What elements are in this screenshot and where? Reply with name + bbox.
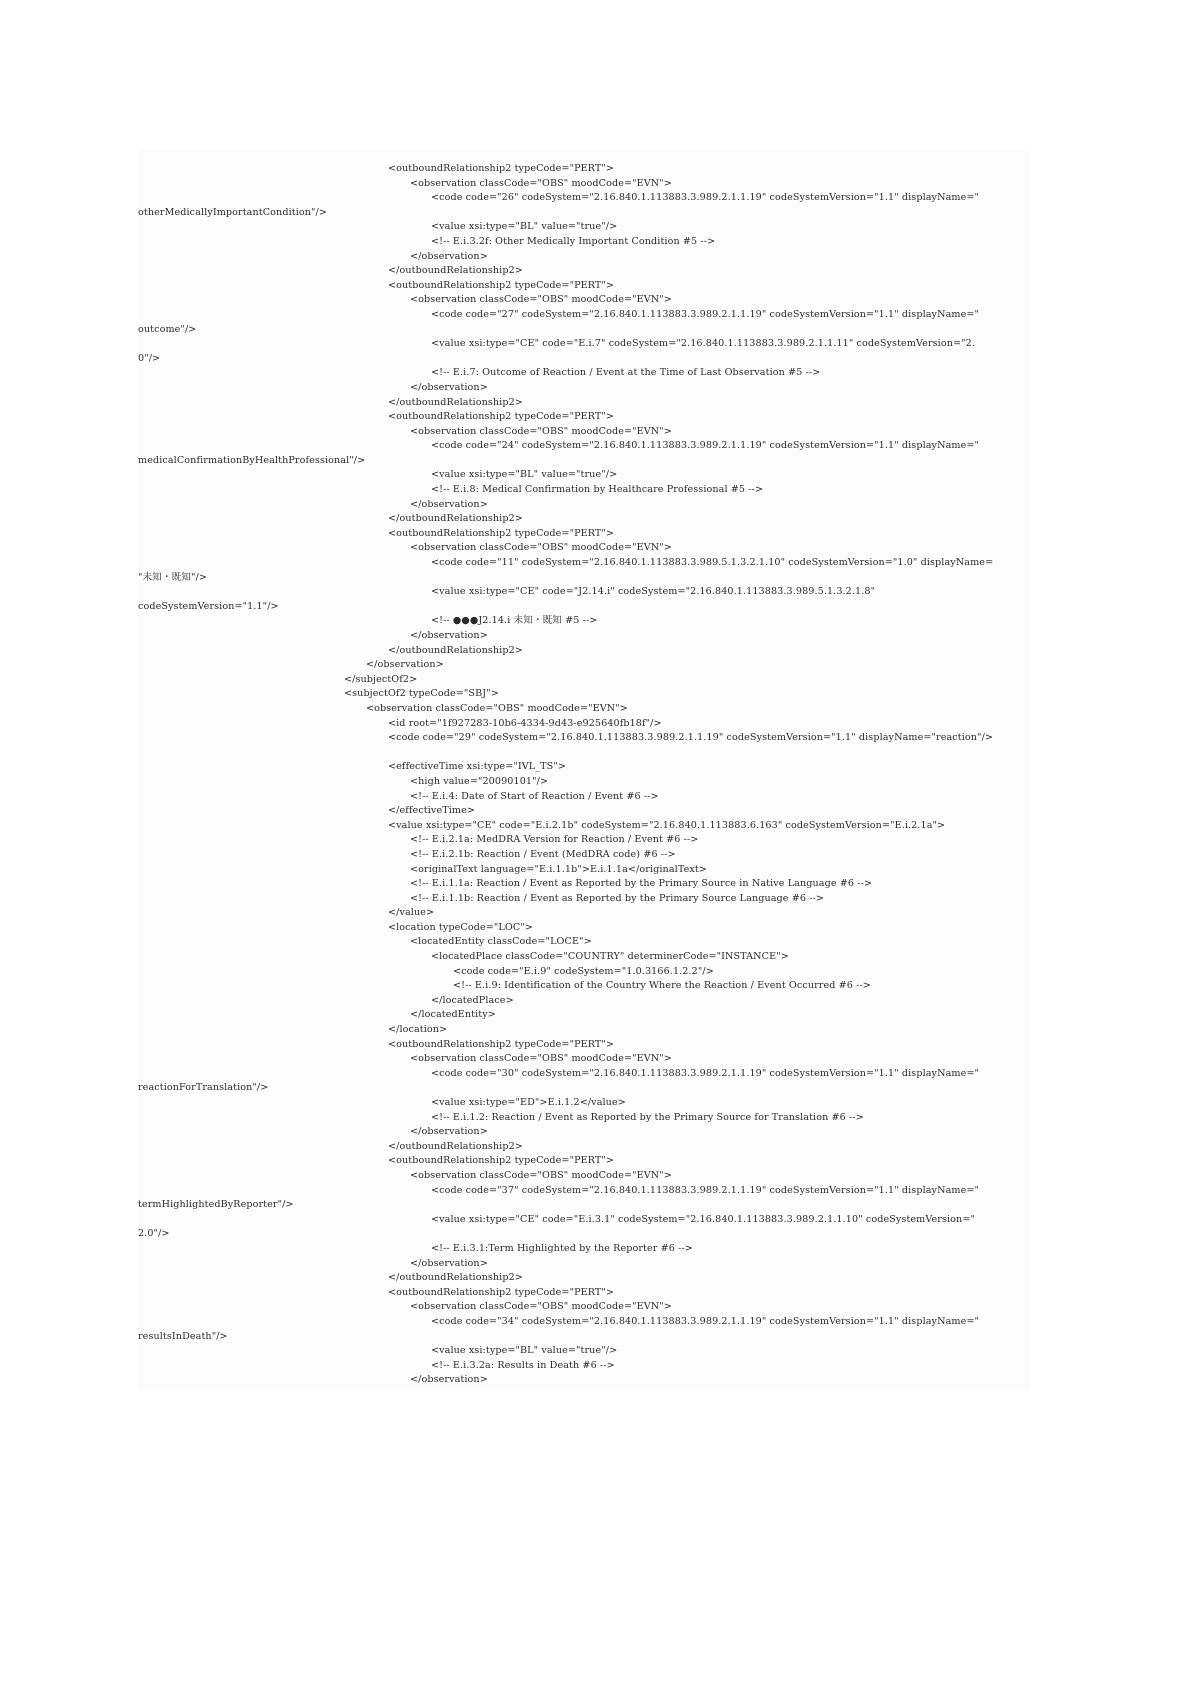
- code-line: </outboundRelationship2>: [388, 1272, 523, 1284]
- code-line: <outboundRelationship2 typeCode="PERT">: [388, 279, 615, 291]
- code-line: <observation classCode="OBS" moodCode="EVN">: [410, 425, 672, 437]
- code-line: <code code="30" codeSystem="2.16.840.1.113883.3.989.2.1.1.19" codeSystemVersion="1.1" displayName=": [431, 1067, 980, 1079]
- code-line: <!-- E.i.2.1a: MedDRA Version for Reaction / Event #6 -->: [410, 834, 699, 846]
- code-line: termHighlightedByReporter"/>: [138, 1199, 294, 1211]
- code-line: 0"/>: [138, 352, 161, 364]
- code-line: <!-- ●●●J2.14.i 未知・既知 #5 -->: [431, 615, 598, 627]
- code-line: medicalConfirmationByHealthProfessional"/>: [138, 454, 366, 466]
- code-line: <code code="29" codeSystem="2.16.840.1.113883.3.989.2.1.1.19" codeSystemVersion="1.1" displayName="reaction"/>: [388, 732, 994, 744]
- code-line: </outboundRelationship2>: [388, 1140, 523, 1152]
- code-line: </value>: [388, 907, 435, 919]
- code-line: <!-- E.i.4: Date of Start of Reaction / Event #6 -->: [410, 790, 659, 802]
- code-line: <outboundRelationship2 typeCode="PERT">: [388, 527, 615, 539]
- code-line: <!-- E.i.1.1b: Reaction / Event as Reported by the Primary Source Language #6 -->: [410, 892, 825, 904]
- code-line: "未知・既知"/>: [138, 571, 207, 583]
- code-line: </outboundRelationship2>: [388, 396, 523, 408]
- code-line: <!-- E.i.7: Outcome of Reaction / Event at the Time of Last Observation #5 -->: [431, 367, 821, 379]
- code-line: <code code="26" codeSystem="2.16.840.1.113883.3.989.2.1.1.19" codeSystemVersion="1.1" displayName=": [431, 192, 980, 204]
- code-line: <!-- E.i.3.2f: Other Medically Important Condition #5 -->: [431, 235, 716, 247]
- code-line: <locatedEntity classCode="LOCE">: [410, 936, 592, 948]
- code-line: </effectiveTime>: [388, 805, 476, 817]
- code-line: <observation classCode="OBS" moodCode="EVN">: [410, 1169, 672, 1181]
- code-line: <value xsi:type="BL" value="true"/>: [431, 221, 618, 233]
- code-line: <!-- E.i.1.2: Reaction / Event as Reported by the Primary Source for Translation #6 -->: [431, 1111, 864, 1123]
- code-line: <observation classCode="OBS" moodCode="EVN">: [410, 294, 672, 306]
- code-line: </subjectOf2>: [344, 673, 418, 685]
- code-line: <value xsi:type="BL" value="true"/>: [431, 469, 618, 481]
- code-line: outcome"/>: [138, 323, 197, 335]
- code-line: <outboundRelationship2 typeCode="PERT">: [388, 1155, 615, 1167]
- code-line: <code code="37" codeSystem="2.16.840.1.113883.3.989.2.1.1.19" codeSystemVersion="1.1" displayName=": [431, 1184, 980, 1196]
- code-line: resultsInDeath"/>: [138, 1330, 228, 1342]
- code-line: <subjectOf2 typeCode="SBJ">: [344, 688, 499, 700]
- code-line: </observation>: [410, 498, 488, 510]
- code-line: <observation classCode="OBS" moodCode="EVN">: [366, 702, 628, 714]
- code-line: </observation>: [410, 1374, 488, 1386]
- code-line: <!-- E.i.8: Medical Confirmation by Healthcare Professional #5 -->: [431, 484, 764, 496]
- code-line: otherMedicallyImportantCondition"/>: [138, 206, 327, 218]
- code-line: </observation>: [410, 1257, 488, 1269]
- code-line: <value xsi:type="BL" value="true"/>: [431, 1345, 618, 1357]
- code-line: <outboundRelationship2 typeCode="PERT">: [388, 1286, 615, 1298]
- code-line: </locatedPlace>: [431, 994, 514, 1006]
- code-line: </observation>: [410, 381, 488, 393]
- code-line: </outboundRelationship2>: [388, 513, 523, 525]
- code-line: </location>: [388, 1024, 448, 1036]
- code-line: <locatedPlace classCode="COUNTRY" determinerCode="INSTANCE">: [431, 951, 789, 963]
- code-line: <code code="27" codeSystem="2.16.840.1.113883.3.989.2.1.1.19" codeSystemVersion="1.1" displayName=": [431, 308, 980, 320]
- code-line: <observation classCode="OBS" moodCode="EVN">: [410, 177, 672, 189]
- code-line: <!-- E.i.3.2a: Results in Death #6 -->: [431, 1359, 615, 1371]
- code-line: </outboundRelationship2>: [388, 265, 523, 277]
- code-line: </locatedEntity>: [410, 1009, 496, 1021]
- code-line: <value xsi:type="CE" code="J2.14.i" codeSystem="2.16.840.1.113883.3.989.5.1.3.2.1.8": [431, 586, 876, 598]
- code-line: <value xsi:type="CE" code="E.i.2.1b" codeSystem="2.16.840.1.113883.6.163" codeSystemVersion="E.i.2.1a">: [388, 819, 946, 831]
- code-line: <code code="E.i.9" codeSystem="1.0.3166.1.2.2"/>: [453, 965, 714, 977]
- code-line: <originalText language="E.i.1.1b">E.i.1.1a</originalText>: [410, 863, 707, 875]
- code-line: </observation>: [410, 630, 488, 641]
- code-line: </outboundRelationship2>: [388, 644, 523, 656]
- code-line: <observation classCode="OBS" moodCode="EVN">: [410, 1301, 672, 1313]
- code-line: reactionForTranslation"/>: [138, 1082, 269, 1094]
- code-line: <outboundRelationship2 typeCode="PERT">: [388, 163, 615, 174]
- code-line: <outboundRelationship2 typeCode="PERT">: [388, 1038, 615, 1050]
- code-line: <observation classCode="OBS" moodCode="EVN">: [410, 1053, 672, 1065]
- code-line: <code code="34" codeSystem="2.16.840.1.113883.3.989.2.1.1.19" codeSystemVersion="1.1" displayName=": [431, 1315, 980, 1327]
- code-line: <value xsi:type="CE" code="E.i.3.1" codeSystem="2.16.840.1.113883.3.989.2.1.1.10" codeSystemVersion=": [431, 1213, 975, 1225]
- code-line: <!-- E.i.9: Identification of the Country Where the Reaction / Event Occurred #6 -->: [453, 980, 871, 992]
- code-line: <outboundRelationship2 typeCode="PERT">: [388, 411, 615, 423]
- code-line: <code code="11" codeSystem="2.16.840.1.113883.3.989.5.1.3.2.1.10" codeSystemVersion="1.0" displayName=: [431, 557, 994, 569]
- code-line: [150, 746, 1030, 761]
- code-line: <value xsi:type="ED">E.i.1.2</value>: [431, 1097, 626, 1108]
- code-line: </observation>: [410, 250, 488, 262]
- code-line: codeSystemVersion="1.1"/>: [138, 600, 279, 612]
- code-line: <!-- E.i.2.1b: Reaction / Event (MedDRA code) #6 -->: [410, 848, 676, 860]
- code-line: <effectiveTime xsi:type="IVL_TS">: [388, 761, 566, 773]
- code-line: </observation>: [410, 1126, 488, 1138]
- code-line: <value xsi:type="CE" code="E.i.7" codeSystem="2.16.840.1.113883.3.989.2.1.1.11" codeSystemVersion="2.: [431, 338, 975, 350]
- code-line: <high value="20090101"/>: [410, 775, 549, 787]
- code-line: <code code="24" codeSystem="2.16.840.1.113883.3.989.2.1.1.19" codeSystemVersion="1.1" displayName=": [431, 440, 980, 452]
- code-line: 2.0"/>: [138, 1228, 170, 1240]
- code-line: <location typeCode="LOC">: [388, 921, 533, 933]
- code-line: <!-- E.i.3.1:Term Highlighted by the Reporter #6 -->: [431, 1242, 693, 1254]
- code-line: </observation>: [366, 659, 444, 671]
- code-line: <id root="1f927283-10b6-4334-9d43-e925640fb18f"/>: [388, 717, 662, 729]
- code-line: <observation classCode="OBS" moodCode="EVN">: [410, 542, 672, 554]
- code-line: <!-- E.i.1.1a: Reaction / Event as Reported by the Primary Source in Native Language #6 -->: [410, 878, 873, 890]
- xml-code-listing: [138, 162, 1030, 1388]
